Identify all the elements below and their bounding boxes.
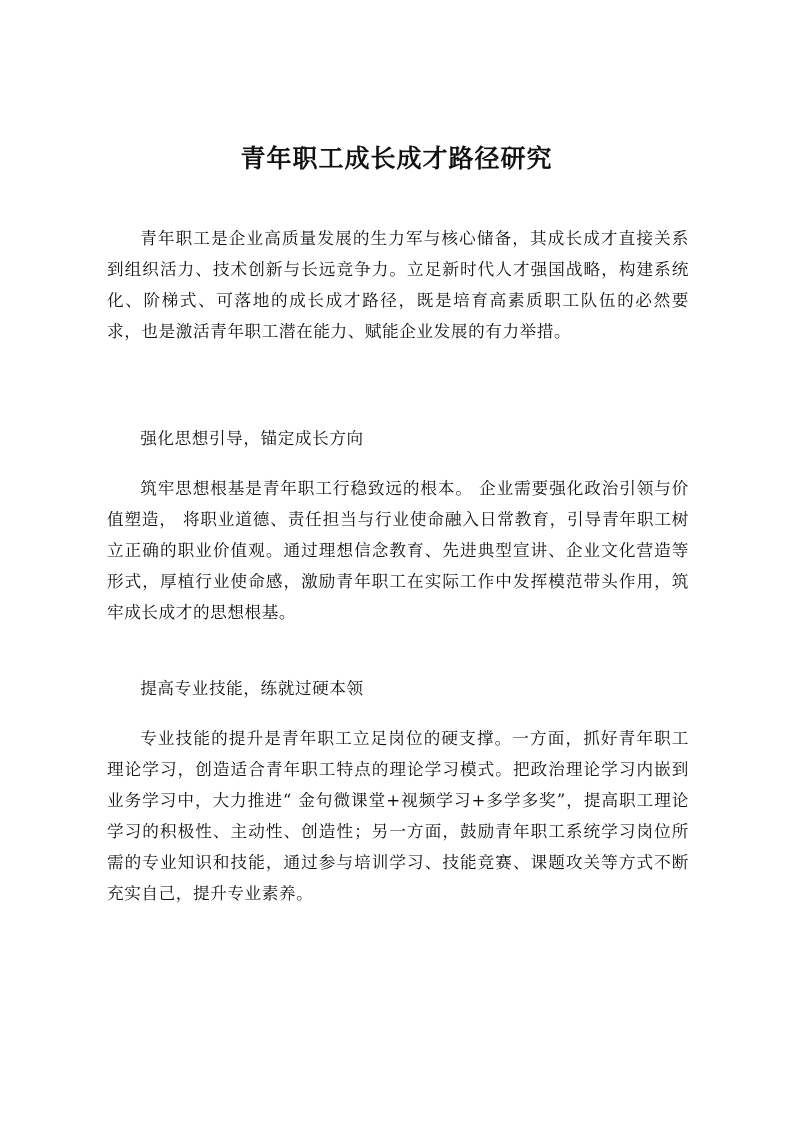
paragraph-skills: 专业技能的提升是青年职工立足岗位的硬支撑。一方面，抓好青年职工理论学习，创造适合青年职工特点的理论学习模式。把政治理论学习内嵌到业务学习中，大力推进“ 金句微课堂+视频学习+多学多奖”，提高职工理论学习的积极性、主动性、创造性；另一方面，鼓励青年职工系统学习岗位所需的专业知识和技能，通过参与培训学习、技能竞赛、课题攻关等方式不断充实自己，提升专业素养。 <box>107 729 689 903</box>
document-title: 青年职工成长成才路径研究 <box>240 144 553 173</box>
paragraph-intro: 青年职工是企业高质量发展的生力军与核心储备，其成长成才直接关系到组织活力、技术创新与长远竞争力。立足新时代人才强国战略，构建系统化、阶梯式、可落地的成长成才路径，既是培育高素质职工队伍的必然要求，也是激活青年职工潜在能力、赋能企业发展的有力举措。 <box>107 229 689 341</box>
section-heading-skills: 提高专业技能，练就过硬本领 <box>140 679 364 698</box>
paragraph-ideology: 筑牢思想根基是青年职工行稳致远的根本。 企业需要强化政治引领与价值塑造， 将职业道德、责任担当与行业使命融入日常教育，引导青年职工树立正确的职业价值观。通过理想信念教育、先进典型宣讲、企业文化营造等形式，厚植行业使命感，激励青年职工在实际工作中发挥模范带头作用，筑牢成长成才的思想根基。 <box>107 479 689 622</box>
section-heading-ideology: 强化思想引导，锚定成长方向 <box>140 429 364 448</box>
